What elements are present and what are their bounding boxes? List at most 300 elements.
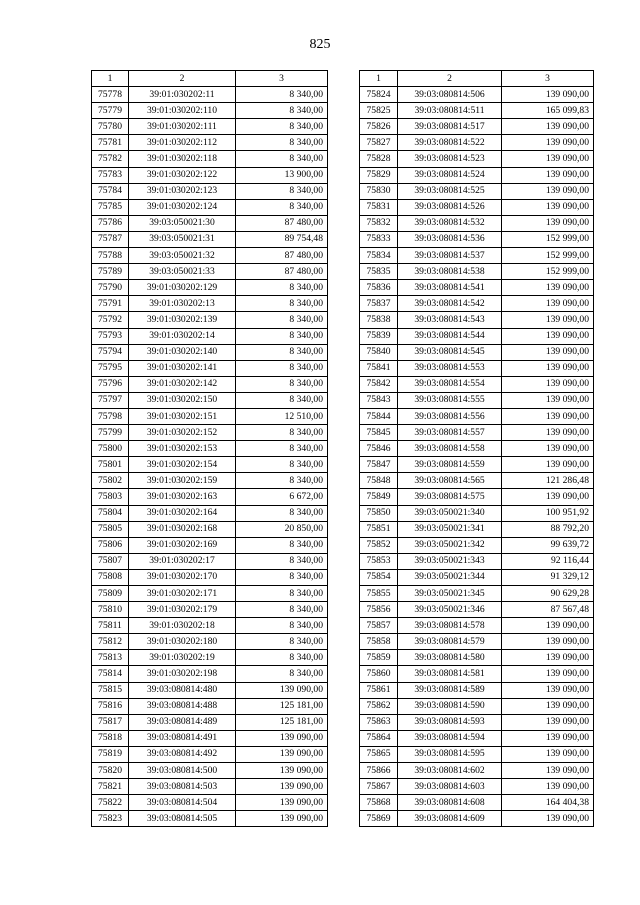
row-number: 75865 (360, 746, 398, 762)
row-number: 75789 (92, 264, 129, 280)
header-row (92, 71, 328, 87)
value: 92 116,44 (502, 553, 594, 569)
row-number: 75808 (92, 569, 129, 585)
value: 8 340,00 (236, 344, 328, 360)
table-row (92, 425, 328, 441)
cadastral-number: 39:03:080814:517 (398, 119, 502, 135)
cadastral-number: 39:03:080814:511 (398, 103, 502, 119)
row-number: 75788 (92, 248, 129, 264)
cadastral-number: 39:03:080814:590 (398, 698, 502, 714)
table-row (92, 795, 328, 811)
table-row (92, 215, 328, 231)
cadastral-number: 39:03:080814:593 (398, 714, 502, 730)
row-number: 75839 (360, 328, 398, 344)
cadastral-number: 39:01:030202:112 (129, 135, 236, 151)
table-row (360, 360, 594, 376)
value: 87 480,00 (236, 215, 328, 231)
left-table-body (92, 87, 328, 827)
row-number: 75818 (92, 730, 129, 746)
table-row (360, 376, 594, 392)
row-number: 75836 (360, 280, 398, 296)
table-row (92, 537, 328, 553)
cadastral-number: 39:01:030202:179 (129, 602, 236, 618)
value: 8 340,00 (236, 280, 328, 296)
value: 91 329,12 (502, 569, 594, 585)
table-row (92, 344, 328, 360)
value: 139 090,00 (236, 811, 328, 827)
cadastral-number: 39:01:030202:198 (129, 666, 236, 682)
page-number: 825 (309, 37, 331, 52)
value: 8 340,00 (236, 618, 328, 634)
table-row (360, 312, 594, 328)
value: 139 090,00 (502, 87, 594, 103)
cadastral-number: 39:03:050021:346 (398, 602, 502, 618)
row-number: 75849 (360, 489, 398, 505)
right-table (359, 70, 594, 827)
value: 139 090,00 (502, 312, 594, 328)
value: 8 340,00 (236, 135, 328, 151)
table-row (360, 119, 594, 135)
table-row (92, 360, 328, 376)
row-number: 75805 (92, 521, 129, 537)
table-row (360, 408, 594, 424)
table-row (360, 779, 594, 795)
cadastral-number: 39:03:050021:340 (398, 505, 502, 521)
value: 88 792,20 (502, 521, 594, 537)
cadastral-number: 39:03:080814:544 (398, 328, 502, 344)
value: 139 090,00 (502, 376, 594, 392)
cadastral-number: 39:01:030202:18 (129, 618, 236, 634)
table-row (92, 746, 328, 762)
value: 99 639,72 (502, 537, 594, 553)
row-number: 75858 (360, 634, 398, 650)
cadastral-number: 39:03:080814:558 (398, 441, 502, 457)
value: 8 340,00 (236, 441, 328, 457)
cadastral-number: 39:03:050021:30 (129, 215, 236, 231)
value: 139 090,00 (502, 119, 594, 135)
value: 89 754,48 (236, 231, 328, 247)
table-row (92, 602, 328, 618)
cadastral-number: 39:03:080814:545 (398, 344, 502, 360)
cadastral-number: 39:01:030202:129 (129, 280, 236, 296)
value: 121 286,48 (502, 473, 594, 489)
header-row (360, 71, 594, 87)
table-row (92, 682, 328, 698)
value: 8 340,00 (236, 553, 328, 569)
value: 139 090,00 (236, 682, 328, 698)
table-row (92, 103, 328, 119)
table-row (360, 441, 594, 457)
row-number: 75802 (92, 473, 129, 489)
table-row (360, 280, 594, 296)
table-row (92, 151, 328, 167)
row-number: 75794 (92, 344, 129, 360)
table-row (92, 87, 328, 103)
cadastral-number: 39:03:080814:554 (398, 376, 502, 392)
value: 139 090,00 (502, 425, 594, 441)
header-col-3: 3 (502, 71, 594, 87)
value: 139 090,00 (502, 763, 594, 779)
value: 8 340,00 (236, 392, 328, 408)
value: 139 090,00 (502, 682, 594, 698)
cadastral-number: 39:03:080814:608 (398, 795, 502, 811)
value: 8 340,00 (236, 296, 328, 312)
cadastral-number: 39:03:050021:31 (129, 231, 236, 247)
cadastral-number: 39:01:030202:14 (129, 328, 236, 344)
row-number: 75869 (360, 811, 398, 827)
cadastral-number: 39:03:080814:538 (398, 264, 502, 280)
row-number: 75811 (92, 618, 129, 634)
row-number: 75852 (360, 537, 398, 553)
row-number: 75785 (92, 199, 129, 215)
row-number: 75827 (360, 135, 398, 151)
table-row (92, 312, 328, 328)
value: 139 090,00 (236, 730, 328, 746)
value: 139 090,00 (502, 457, 594, 473)
cadastral-number: 39:03:080814:557 (398, 425, 502, 441)
cadastral-number: 39:03:080814:480 (129, 682, 236, 698)
cadastral-number: 39:01:030202:170 (129, 569, 236, 585)
cadastral-number: 39:03:050021:33 (129, 264, 236, 280)
table-row (360, 473, 594, 489)
row-number: 75862 (360, 698, 398, 714)
table-row (92, 634, 328, 650)
cadastral-number: 39:03:080814:581 (398, 666, 502, 682)
table-row (92, 489, 328, 505)
table-row (92, 248, 328, 264)
cadastral-number: 39:01:030202:142 (129, 376, 236, 392)
cadastral-number: 39:01:030202:151 (129, 408, 236, 424)
table-row (92, 473, 328, 489)
row-number: 75798 (92, 408, 129, 424)
cadastral-number: 39:03:080814:537 (398, 248, 502, 264)
cadastral-number: 39:01:030202:122 (129, 167, 236, 183)
value: 20 850,00 (236, 521, 328, 537)
table-row (92, 650, 328, 666)
value: 139 090,00 (502, 183, 594, 199)
row-number: 75826 (360, 119, 398, 135)
table-row (360, 666, 594, 682)
row-number: 75817 (92, 714, 129, 730)
table-row (360, 586, 594, 602)
row-number: 75784 (92, 183, 129, 199)
table-row (360, 248, 594, 264)
row-number: 75848 (360, 473, 398, 489)
value: 8 340,00 (236, 119, 328, 135)
table-row (360, 537, 594, 553)
table-row (360, 489, 594, 505)
cadastral-number: 39:03:080814:543 (398, 312, 502, 328)
value: 8 340,00 (236, 537, 328, 553)
table-row (92, 280, 328, 296)
cadastral-number: 39:01:030202:169 (129, 537, 236, 553)
row-number: 75835 (360, 264, 398, 280)
row-number: 75810 (92, 602, 129, 618)
value: 139 090,00 (502, 441, 594, 457)
row-number: 75821 (92, 779, 129, 795)
cadastral-number: 39:01:030202:150 (129, 392, 236, 408)
row-number: 75787 (92, 231, 129, 247)
cadastral-number: 39:03:080814:500 (129, 763, 236, 779)
row-number: 75816 (92, 698, 129, 714)
row-number: 75825 (360, 103, 398, 119)
header-col-2: 2 (129, 71, 236, 87)
value: 139 090,00 (502, 280, 594, 296)
value: 139 090,00 (502, 328, 594, 344)
value: 139 090,00 (502, 408, 594, 424)
row-number: 75778 (92, 87, 129, 103)
row-number: 75841 (360, 360, 398, 376)
value: 139 090,00 (502, 135, 594, 151)
table-row (360, 167, 594, 183)
header-col-2: 2 (398, 71, 502, 87)
table-row (360, 505, 594, 521)
row-number: 75843 (360, 392, 398, 408)
table-row (92, 199, 328, 215)
table-row (360, 344, 594, 360)
cadastral-number: 39:03:080814:523 (398, 151, 502, 167)
table-row (92, 553, 328, 569)
row-number: 75866 (360, 763, 398, 779)
value: 139 090,00 (502, 151, 594, 167)
row-number: 75863 (360, 714, 398, 730)
value: 8 340,00 (236, 199, 328, 215)
cadastral-number: 39:03:080814:556 (398, 408, 502, 424)
cadastral-number: 39:01:030202:139 (129, 312, 236, 328)
value: 8 340,00 (236, 151, 328, 167)
row-number: 75867 (360, 779, 398, 795)
value: 139 090,00 (502, 618, 594, 634)
table-row (360, 231, 594, 247)
value: 100 951,92 (502, 505, 594, 521)
cadastral-number: 39:03:080814:541 (398, 280, 502, 296)
value: 8 340,00 (236, 360, 328, 376)
value: 8 340,00 (236, 87, 328, 103)
table-row (360, 457, 594, 473)
cadastral-number: 39:03:080814:603 (398, 779, 502, 795)
value: 8 340,00 (236, 425, 328, 441)
row-number: 75795 (92, 360, 129, 376)
table-row (92, 441, 328, 457)
cadastral-number: 39:03:080814:503 (129, 779, 236, 795)
value: 139 090,00 (502, 666, 594, 682)
value: 139 090,00 (236, 795, 328, 811)
row-number: 75809 (92, 586, 129, 602)
table-row (360, 296, 594, 312)
table-row (92, 811, 328, 827)
row-number: 75845 (360, 425, 398, 441)
cadastral-number: 39:03:050021:32 (129, 248, 236, 264)
value: 87 480,00 (236, 248, 328, 264)
table-row (360, 698, 594, 714)
cadastral-number: 39:01:030202:123 (129, 183, 236, 199)
value: 8 340,00 (236, 666, 328, 682)
row-number: 75791 (92, 296, 129, 312)
value: 139 090,00 (502, 344, 594, 360)
row-number: 75799 (92, 425, 129, 441)
header-col-1: 1 (92, 71, 129, 87)
cadastral-number: 39:01:030202:17 (129, 553, 236, 569)
cadastral-number: 39:01:030202:153 (129, 441, 236, 457)
cadastral-number: 39:03:080814:595 (398, 746, 502, 762)
cadastral-number: 39:03:080814:524 (398, 167, 502, 183)
table-row (360, 602, 594, 618)
row-number: 75850 (360, 505, 398, 521)
value: 8 340,00 (236, 569, 328, 585)
cadastral-number: 39:01:030202:152 (129, 425, 236, 441)
table-row (92, 392, 328, 408)
value: 139 090,00 (502, 215, 594, 231)
row-number: 75800 (92, 441, 129, 457)
cadastral-number: 39:01:030202:110 (129, 103, 236, 119)
row-number: 75834 (360, 248, 398, 264)
row-number: 75806 (92, 537, 129, 553)
value: 139 090,00 (502, 634, 594, 650)
value: 139 090,00 (502, 296, 594, 312)
table-row (360, 682, 594, 698)
table-row (92, 135, 328, 151)
header-col-3: 3 (236, 71, 328, 87)
row-number: 75851 (360, 521, 398, 537)
table-row (360, 215, 594, 231)
cadastral-number: 39:03:080814:492 (129, 746, 236, 762)
row-number: 75864 (360, 730, 398, 746)
table-row (92, 698, 328, 714)
table-row (360, 103, 594, 119)
row-number: 75868 (360, 795, 398, 811)
table-row (360, 392, 594, 408)
value: 6 672,00 (236, 489, 328, 505)
row-number: 75853 (360, 553, 398, 569)
row-number: 75840 (360, 344, 398, 360)
row-number: 75860 (360, 666, 398, 682)
table-row (92, 730, 328, 746)
row-number: 75856 (360, 602, 398, 618)
value: 139 090,00 (236, 763, 328, 779)
table-row (92, 779, 328, 795)
value: 125 181,00 (236, 714, 328, 730)
table-row (92, 666, 328, 682)
right-table-body (360, 87, 594, 827)
row-number: 75824 (360, 87, 398, 103)
table-row (360, 763, 594, 779)
cadastral-number: 39:03:080814:609 (398, 811, 502, 827)
table-row (360, 618, 594, 634)
table-row (92, 569, 328, 585)
table-row (360, 135, 594, 151)
value: 139 090,00 (502, 746, 594, 762)
row-number: 75807 (92, 553, 129, 569)
table-row (92, 376, 328, 392)
table-row (360, 199, 594, 215)
row-number: 75781 (92, 135, 129, 151)
row-number: 75796 (92, 376, 129, 392)
value: 125 181,00 (236, 698, 328, 714)
value: 152 999,00 (502, 264, 594, 280)
cadastral-number: 39:01:030202:159 (129, 473, 236, 489)
cadastral-number: 39:03:080814:505 (129, 811, 236, 827)
cadastral-number: 39:01:030202:171 (129, 586, 236, 602)
cadastral-number: 39:03:080814:555 (398, 392, 502, 408)
row-number: 75842 (360, 376, 398, 392)
table-row (360, 746, 594, 762)
table-row (360, 795, 594, 811)
table-row (92, 521, 328, 537)
value: 165 099,83 (502, 103, 594, 119)
cadastral-number: 39:03:080814:504 (129, 795, 236, 811)
cadastral-number: 39:03:080814:525 (398, 183, 502, 199)
cadastral-number: 39:03:080814:559 (398, 457, 502, 473)
value: 139 090,00 (502, 167, 594, 183)
cadastral-number: 39:03:080814:489 (129, 714, 236, 730)
value: 12 510,00 (236, 408, 328, 424)
cadastral-number: 39:03:050021:341 (398, 521, 502, 537)
table-row (92, 714, 328, 730)
left-table (91, 70, 328, 827)
value: 8 340,00 (236, 634, 328, 650)
row-number: 75804 (92, 505, 129, 521)
cadastral-number: 39:01:030202:13 (129, 296, 236, 312)
cadastral-number: 39:03:080814:594 (398, 730, 502, 746)
cadastral-number: 39:03:050021:342 (398, 537, 502, 553)
cadastral-number: 39:03:080814:488 (129, 698, 236, 714)
value: 87 480,00 (236, 264, 328, 280)
cadastral-number: 39:03:080814:536 (398, 231, 502, 247)
value: 139 090,00 (502, 730, 594, 746)
row-number: 75857 (360, 618, 398, 634)
row-number: 75814 (92, 666, 129, 682)
table-row (360, 650, 594, 666)
cadastral-number: 39:03:080814:589 (398, 682, 502, 698)
value: 139 090,00 (502, 811, 594, 827)
row-number: 75861 (360, 682, 398, 698)
cadastral-number: 39:03:050021:344 (398, 569, 502, 585)
row-number: 75803 (92, 489, 129, 505)
table-row (360, 569, 594, 585)
cadastral-number: 39:01:030202:154 (129, 457, 236, 473)
cadastral-number: 39:01:030202:111 (129, 119, 236, 135)
row-number: 75779 (92, 103, 129, 119)
value: 8 340,00 (236, 457, 328, 473)
row-number: 75831 (360, 199, 398, 215)
table-row (92, 296, 328, 312)
row-number: 75797 (92, 392, 129, 408)
cadastral-number: 39:03:080814:575 (398, 489, 502, 505)
value: 152 999,00 (502, 248, 594, 264)
cadastral-number: 39:03:080814:506 (398, 87, 502, 103)
value: 8 340,00 (236, 328, 328, 344)
row-number: 75813 (92, 650, 129, 666)
cadastral-number: 39:01:030202:163 (129, 489, 236, 505)
table-row (360, 714, 594, 730)
row-number: 75801 (92, 457, 129, 473)
table-row (92, 618, 328, 634)
value: 87 567,48 (502, 602, 594, 618)
cadastral-number: 39:01:030202:180 (129, 634, 236, 650)
row-number: 75838 (360, 312, 398, 328)
table-row (360, 328, 594, 344)
value: 152 999,00 (502, 231, 594, 247)
row-number: 75780 (92, 119, 129, 135)
row-number: 75823 (92, 811, 129, 827)
cadastral-number: 39:03:080814:580 (398, 650, 502, 666)
value: 139 090,00 (236, 746, 328, 762)
row-number: 75815 (92, 682, 129, 698)
value: 139 090,00 (236, 779, 328, 795)
row-number: 75819 (92, 746, 129, 762)
header-col-1: 1 (360, 71, 398, 87)
value: 139 090,00 (502, 489, 594, 505)
